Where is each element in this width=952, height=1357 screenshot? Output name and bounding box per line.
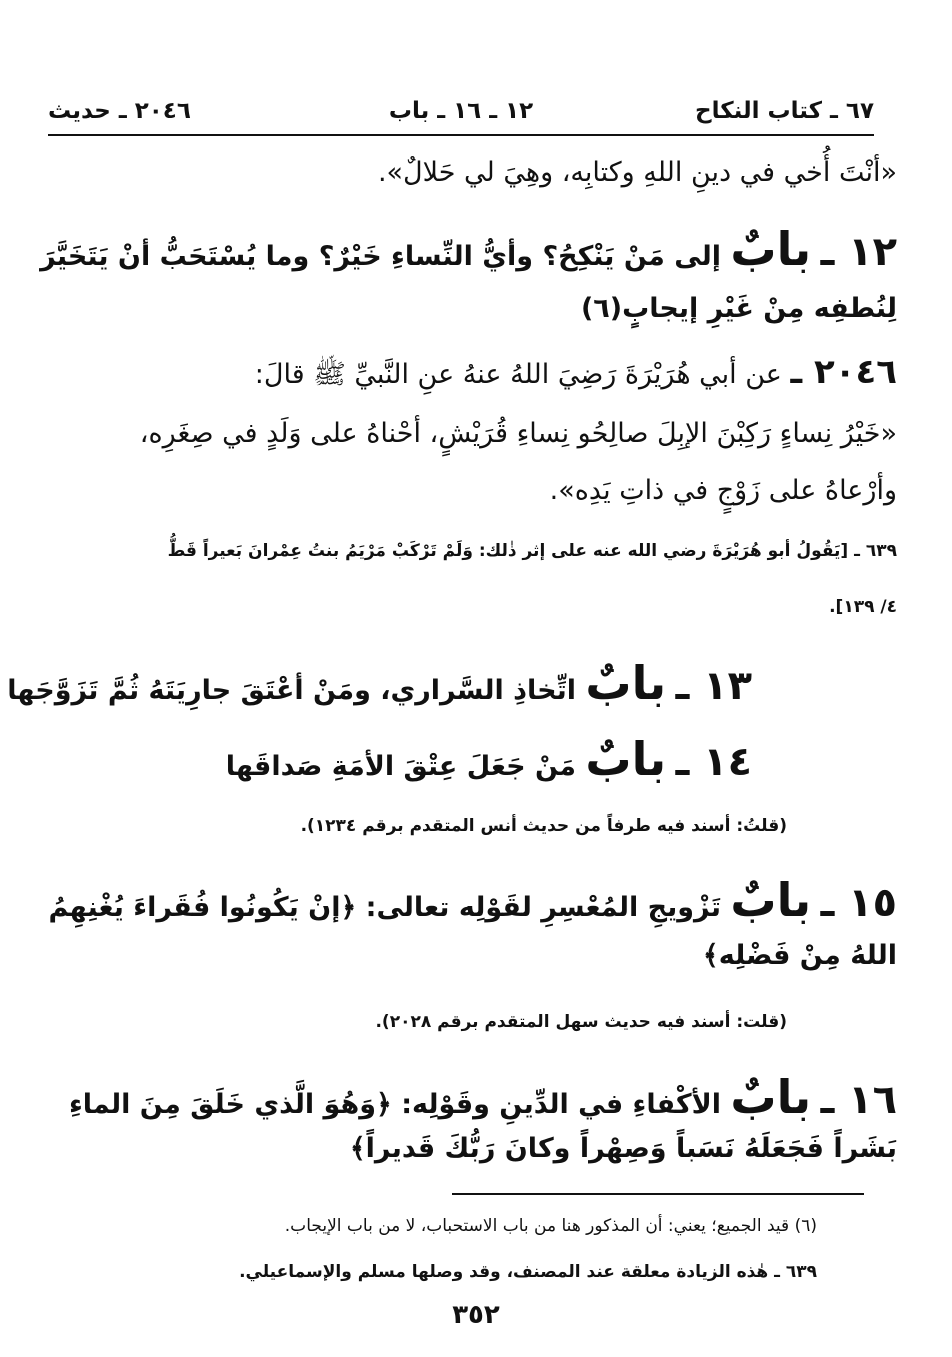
bab-15-note: (قلت: أسند فيه حديث سهل المتقدم برقم ٢٠٢٨). [375, 1012, 787, 1032]
bab-13-label: بابٌ [585, 656, 667, 710]
quote-end: «أنْتَ أُخي في دينِ اللهِ وكتابِه، وهِيَ لي حَلالٌ». [377, 157, 897, 188]
note-639-line-2: ٤/ ١٣٩]. [829, 597, 897, 617]
bab-15-title: تَزْويجِ المُعْسِرِ لقَوْلِه تعالى: ﴿إنْ يَكُونُوا فُقَراءَ يُغْنِهِمُ [48, 892, 721, 923]
bab-14-heading [40, 732, 752, 786]
header-rule [48, 134, 874, 136]
hadith-2046-isnad: عن أبي هُرَيْرَةَ رَضِيَ اللهُ عنهُ عنِ النَّبيِّ ﷺ قالَ: [254, 359, 782, 390]
bab-16-number: ١٦ ـ [820, 1077, 897, 1123]
bab-12-label: بابٌ [730, 222, 812, 276]
bab-13-number: ١٣ ـ [675, 663, 752, 709]
bab-12-title: إلى مَنْ يَنْكِحُ؟ وأيُّ النِّساءِ خَيْرٌ؟ وما يُسْتَحَبُّ أنْ يَتَخَيَّرَ [40, 241, 721, 272]
bab-14-label: بابٌ [585, 732, 667, 786]
hadith-2046-number: ٢٠٤٦ ـ [790, 352, 897, 392]
bab-16-title-cont: بَشَراً فَجَعَلَهُ نَسَباً وَصِهْراً وكانَ رَبُّكَ قَديراً﴾ [349, 1133, 897, 1164]
bab-15-heading [40, 873, 897, 927]
bab-12-title-cont: لِنُطفِه مِنْ غَيْرِ إيجابٍ(٦) [580, 293, 897, 324]
bab-16-heading [40, 1070, 897, 1124]
running-header [48, 98, 874, 132]
bab-14-note: (قلتُ: أسند فيه طرفاً من حديث أنس المتقدم برقم ١٢٣٤). [300, 816, 787, 836]
note-639-line-1: ٦٣٩ ـ [يَقُولُ أبو هُرَيْرَةَ رضي الله عنه على إثر ذٰلك: وَلَمْ تَرْكَبْ مَرْيَمُ بنتُ عِمْرانَ بَعيراً قَطُّ [167, 541, 897, 561]
footnote-rule [452, 1193, 864, 1195]
bab-16-label: بابٌ [730, 1070, 812, 1124]
bab-12-number: ١٢ ـ [820, 229, 897, 275]
hadith-2046-intro [40, 352, 897, 397]
bab-13-title: اتِّخاذِ السَّراري، ومَنْ أعْتَقَ جارِيَتَهُ ثُمَّ تَزَوَّجَها [7, 675, 576, 706]
header-bab-range: ١٢ ـ ١٦ ـ باب [388, 98, 534, 124]
footnote-639: ٦٣٩ ـ هٰذه الزيادة معلقة عند المصنف، وقد وصلها مسلم والإسماعيلي. [239, 1262, 817, 1282]
footnote-6: (٦) قيد الجميع؛ يعني: أن المذكور هنا من باب الاستحباب، لا من باب الإيجاب. [284, 1216, 817, 1236]
header-chapter: ٦٧ ـ كتاب النكاح [695, 98, 874, 124]
bab-14-number: ١٤ ـ [675, 739, 752, 785]
bab-15-title-cont: اللهُ مِنْ فَضْلِه﴾ [702, 940, 897, 971]
hadith-2046-text-2: وأرْعاهُ على زَوْجٍ في ذاتِ يَدِه». [549, 475, 897, 506]
header-hadith-number: ٢٠٤٦ ـ حديث [48, 98, 191, 124]
bab-15-number: ١٥ ـ [820, 880, 897, 926]
bab-13-heading [7, 656, 752, 710]
page-number: ٣٥٢ [452, 1300, 500, 1330]
bab-16-title: الأكْفاءِ في الدِّينِ وقَوْلِه: ﴿وَهُوَ الَّذي خَلَقَ مِنَ الماءِ [68, 1089, 721, 1120]
hadith-2046-text-1: «خَيْرُ نِساءٍ رَكِبْنَ الإبِلَ صالِحُو نِساءِ قُرَيْشٍ، أحْناهُ على وَلَدٍ في صِغَرِه، [139, 418, 897, 449]
bab-12-heading [40, 222, 897, 276]
bab-14-title: مَنْ جَعَلَ عِتْقَ الأمَةِ صَداقَها [225, 751, 576, 782]
bab-15-label: بابٌ [730, 873, 812, 927]
